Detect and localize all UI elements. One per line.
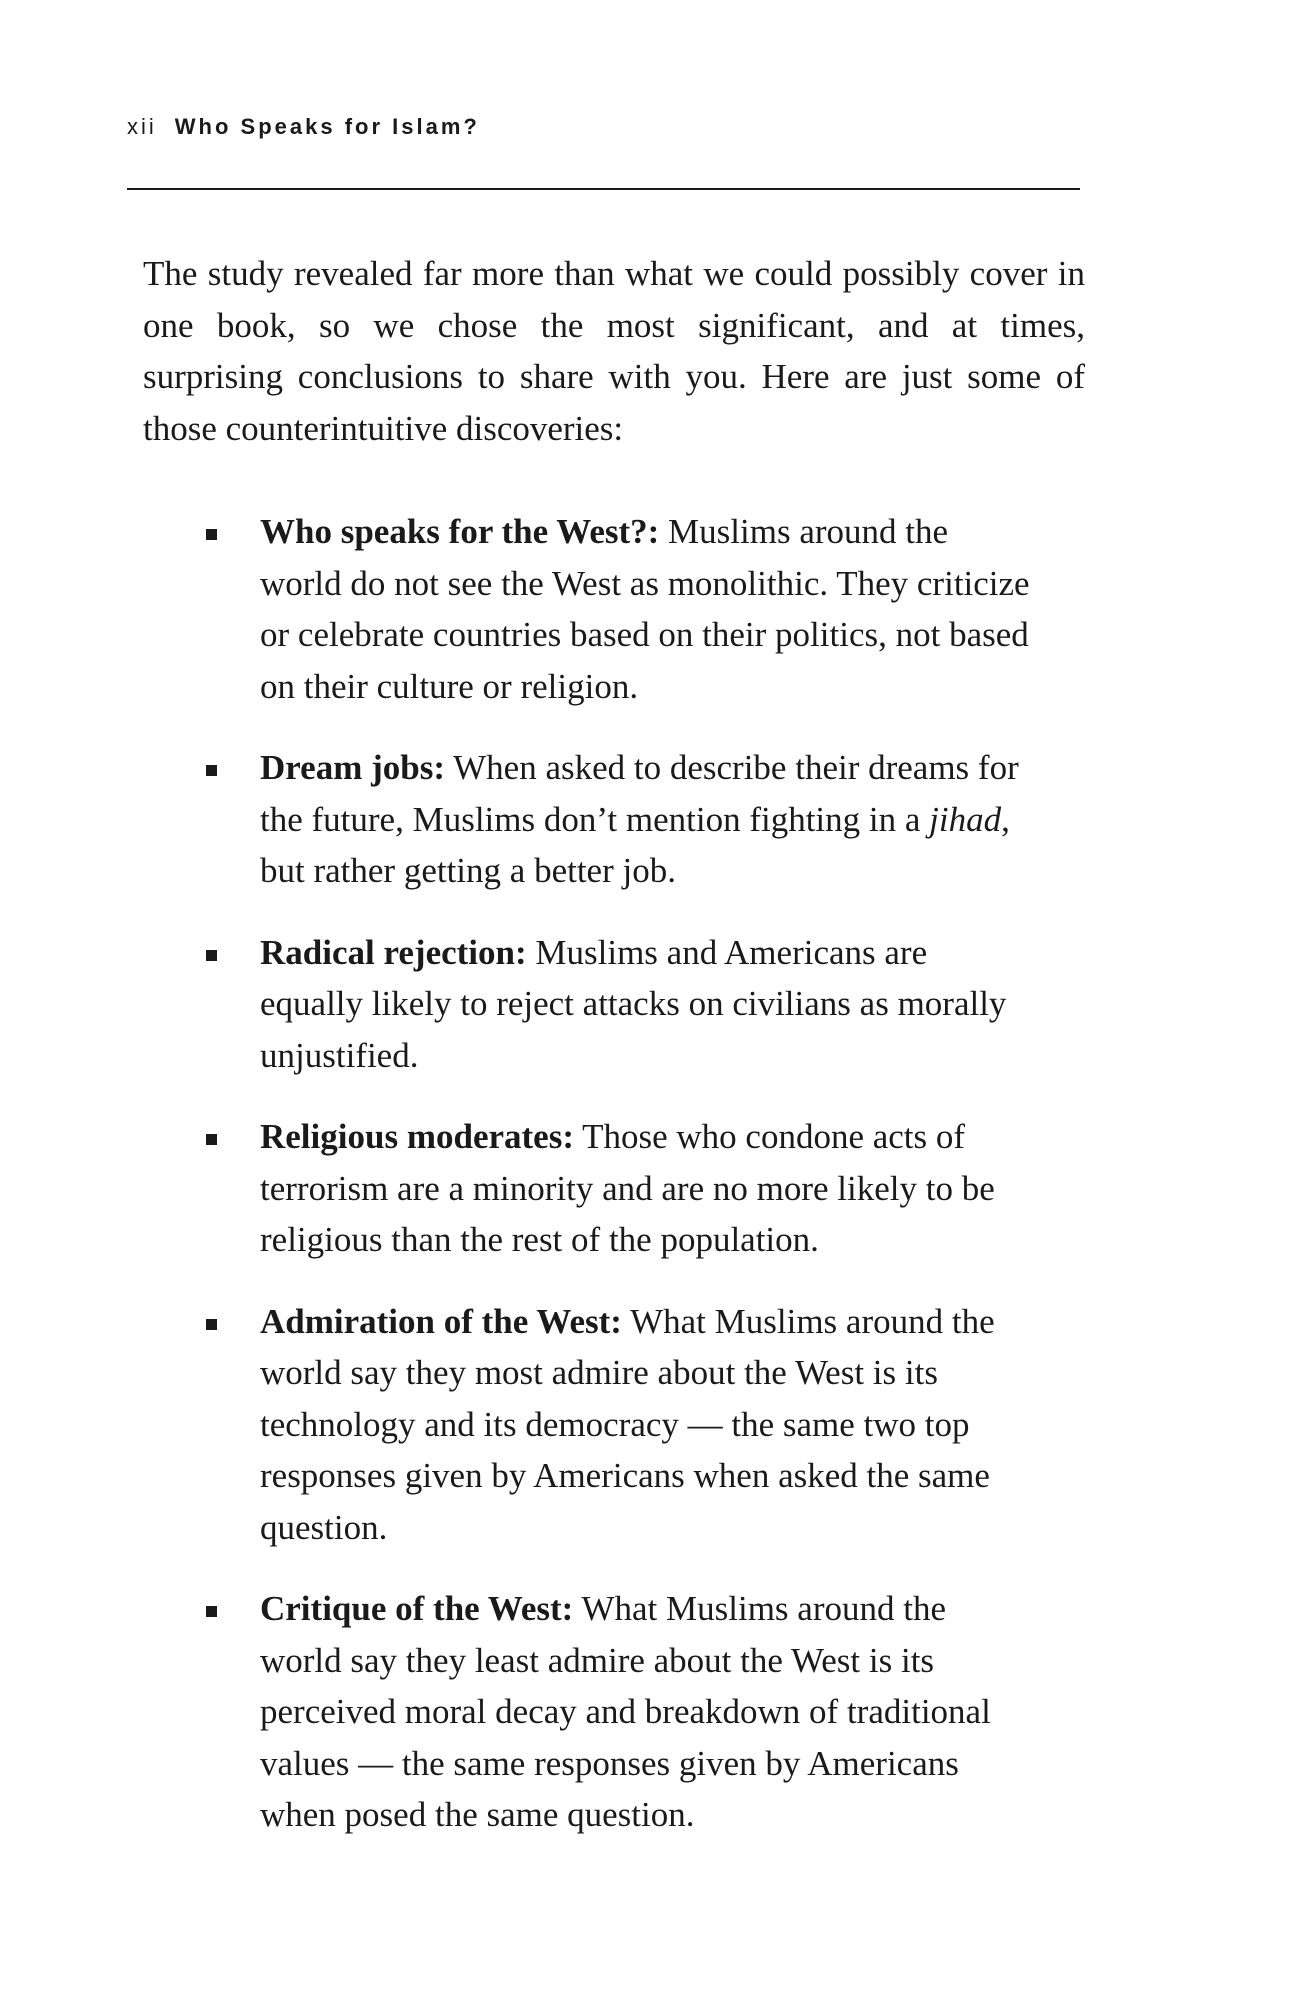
italic-term: jihad	[929, 799, 1002, 839]
list-item	[143, 927, 1085, 1082]
list-item	[143, 742, 1085, 897]
bullet-heading: Religious moderates:	[260, 1117, 574, 1156]
list-item	[143, 1111, 1085, 1266]
bullet-description: What Muslims around the world say they least admire about the West is its perceived moral decay and breakdown of traditional values — the same responses given by Americans when posed the same question.	[260, 1589, 991, 1834]
bullet-text	[260, 742, 1030, 897]
list-item	[143, 1296, 1085, 1554]
bullet-heading: Critique of the West:	[260, 1589, 574, 1628]
header-rule	[127, 188, 1080, 190]
square-bullet-icon	[206, 765, 217, 776]
intro-paragraph: The study revealed far more than what we could possibly cover in one book, so we chose the most significant, and at times, surprising conclusions to share with you. Here are just some of those counterintuitive discoveries:	[143, 254, 1085, 448]
bullet-description: When asked to describe their dreams for the future, Muslims don’t mention fighting in a	[260, 748, 1019, 839]
square-bullet-icon	[206, 1319, 217, 1330]
square-bullet-icon	[206, 1134, 217, 1145]
bullet-description: Muslims around the world do not see the West as monolithic. They criticize or celebrate countries based on their politics, not based on their culture or religion.	[260, 512, 1030, 706]
running-title: Who Speaks for Islam?	[174, 114, 480, 139]
bullet-text	[260, 1583, 1030, 1841]
bullet-heading: Admiration of the West:	[260, 1301, 622, 1341]
bullet-heading: Radical rejection:	[260, 932, 527, 972]
discoveries-list	[143, 506, 1085, 1871]
square-bullet-icon	[206, 529, 217, 540]
square-bullet-icon	[206, 1606, 217, 1617]
bullet-description: What Muslims around the world say they most admire about the West is its technology and its democracy — the same two top responses given by Americans when asked the same question.	[260, 1301, 995, 1547]
list-item	[143, 1583, 1085, 1841]
bullet-description-end: , but rather getting a better job.	[260, 799, 1010, 890]
bullet-heading: Who speaks for the West?:	[260, 512, 660, 551]
bullet-description: Muslims and Americans are equally likely to reject attacks on civilians as morally unjustified.	[260, 932, 1007, 1075]
bullet-heading: Dream jobs:	[260, 748, 446, 787]
square-bullet-icon	[206, 950, 217, 961]
bullet-text	[260, 1111, 1030, 1266]
bullet-text	[260, 1296, 1030, 1554]
page-number: xii	[127, 114, 157, 139]
running-head	[127, 114, 480, 140]
list-item	[143, 506, 1085, 712]
bullet-description: Those who condone acts of terrorism are a minority and are no more likely to be religious than the rest of the population.	[260, 1117, 995, 1259]
bullet-text	[260, 927, 1030, 1082]
bullet-text	[260, 506, 1030, 712]
